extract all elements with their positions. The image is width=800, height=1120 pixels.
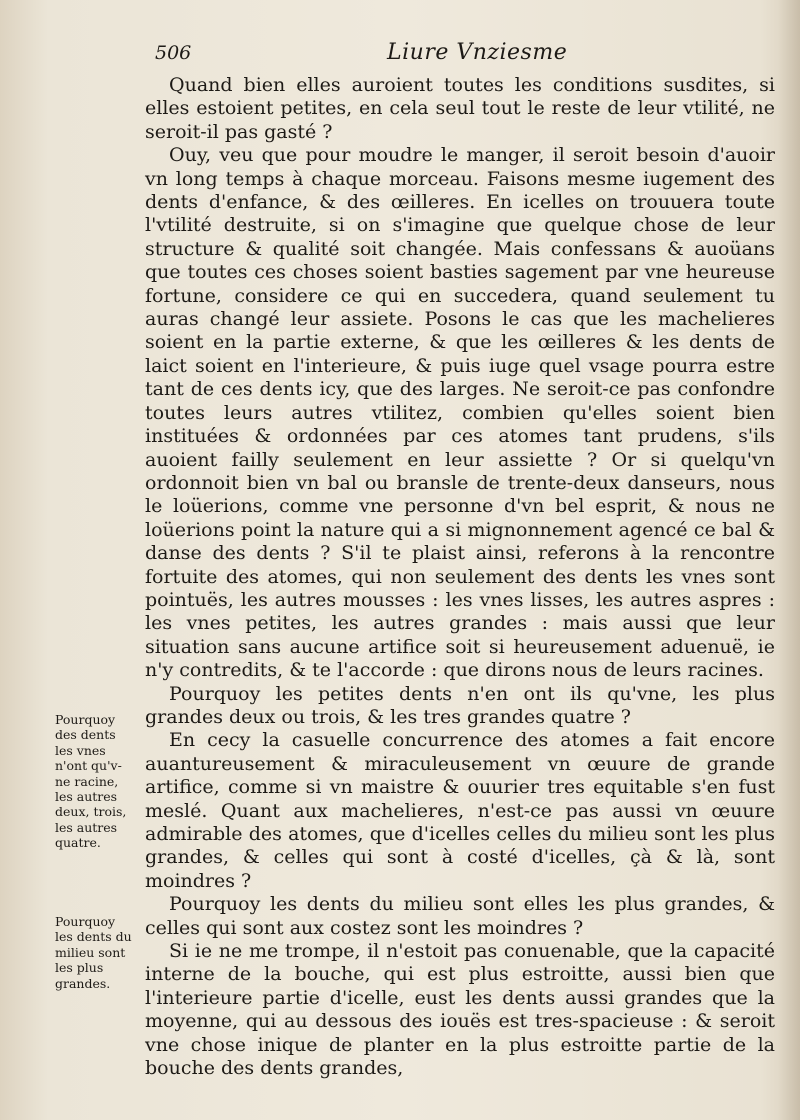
body-text: [145, 74, 775, 1080]
margin-note: [55, 712, 143, 851]
margin-note-line: grandes.: [55, 975, 111, 991]
margin-note: [55, 914, 143, 991]
margin-note-line: Pourquoy: [55, 914, 116, 929]
running-title: Liure Vnziesme: [387, 40, 568, 65]
paragraph: Ouy, veu que pour moudre le manger, il seroit besoin d'auoir vn long temps à chaque morceau. Faisons mesme iugement des dents d'enfance, & des œilleres. En icelles on trouuera toute l'vtilité destruite, si on s'imagine que quelque chose de leur structure & qualité soit changée. Mais confessans & auoüans que toutes ces choses soient basties sagement par vne heureuse fortune, considere ce qui en succedera, quand seulement tu auras changé leur assiete. Posons le cas que les machelieres soient en la partie externe, & que les œilleres & les dents de laict soient en l'interieure, & puis iuge quel vsage pourra estre tant de ces dents icy, que des larges. Ne seroit-ce pas confondre toutes leurs autres vtilitez, combien qu'elles soient bien instituées & ordonnées par ces atomes tant prudens, s'ils auoient failly seulement en leur assiette ? Or si quelqu'vn ordonnoit bien vn bal ou bransle de trente-deux danseurs, nous le loüerions, comme vne personne d'vn bel esprit, & nous ne loüerions point la nature qui a si mignonnement agencé ce bal & danse des dents ? S'il te plaist ainsi, referons à la rencontre fortuite des atomes, qui non seulement des dents les vnes sont pointuës, les autres mousses : les vnes lisses, les autres aspres : les vnes petites, les autres grandes : mais aussi que leur situation sans aucune artifice soit si heureusement aduenuë, ie n'y contredits, & te l'accorde : que dirons nous de leurs racines.: [145, 144, 775, 682]
margin-note-line: les plus: [55, 960, 104, 976]
margin-note-line: n'ont qu'v-: [55, 758, 122, 774]
page-edge-shadow: [778, 0, 800, 1120]
running-head: [145, 38, 775, 72]
margin-note-line: les dents du: [55, 929, 132, 945]
margin-note-line: milieu sont: [55, 944, 126, 960]
margin-note-line: deux, trois,: [55, 804, 127, 820]
margin-note-line: les autres: [55, 789, 118, 805]
margin-note-line: quatre.: [55, 835, 101, 851]
margin-note-line: ne racine,: [55, 773, 119, 789]
page-number: 506: [155, 42, 192, 64]
question-paragraph: Pourquoy les petites dents n'en ont ils qu'vne, les plus grandes deux ou trois, & les tres grandes quatre ?: [145, 682, 775, 728]
paragraph: Si ie ne me trompe, il n'estoit pas conuenable, que la capacité interne de la bouche, qui est plus estroitte, aussi bien que l'interieure partie d'icelle, eust les dents aussi grandes que la moyenne, qui au dessous des iouës est tres-spacieuse : & seroit vne chose inique de planter en la plus estroitte partie de la bouche des dents grandes,: [145, 940, 775, 1080]
margin-note-line: des dents: [55, 727, 116, 743]
paragraph: En cecy la casuelle concurrence des atomes a fait encore auantureusement & miraculeusement vn œuure de grande artifice, comme si vn maistre & ouurier tres equitable s'en fust meslé. Quant aux machelieres, n'est-ce pas aussi vn œuure admirable des atomes, que d'icelles celles du milieu sont les plus grandes, & celles qui sont à costé d'icelles, çà & là, sont moindres ?: [145, 729, 775, 892]
paragraph: Quand bien elles auroient toutes les conditions susdites, si elles estoient petites, en cela seul tout le reste de leur vtilité, ne seroit-il pas gasté ?: [145, 74, 775, 143]
margin-note-line: les vnes: [55, 742, 106, 758]
margin-note-line: les autres: [55, 819, 118, 835]
question-paragraph: Pourquoy les dents du milieu sont elles les plus grandes, & celles qui sont aux costez sont les moindres ?: [145, 893, 775, 939]
margin-note-line: Pourquoy: [55, 712, 116, 727]
